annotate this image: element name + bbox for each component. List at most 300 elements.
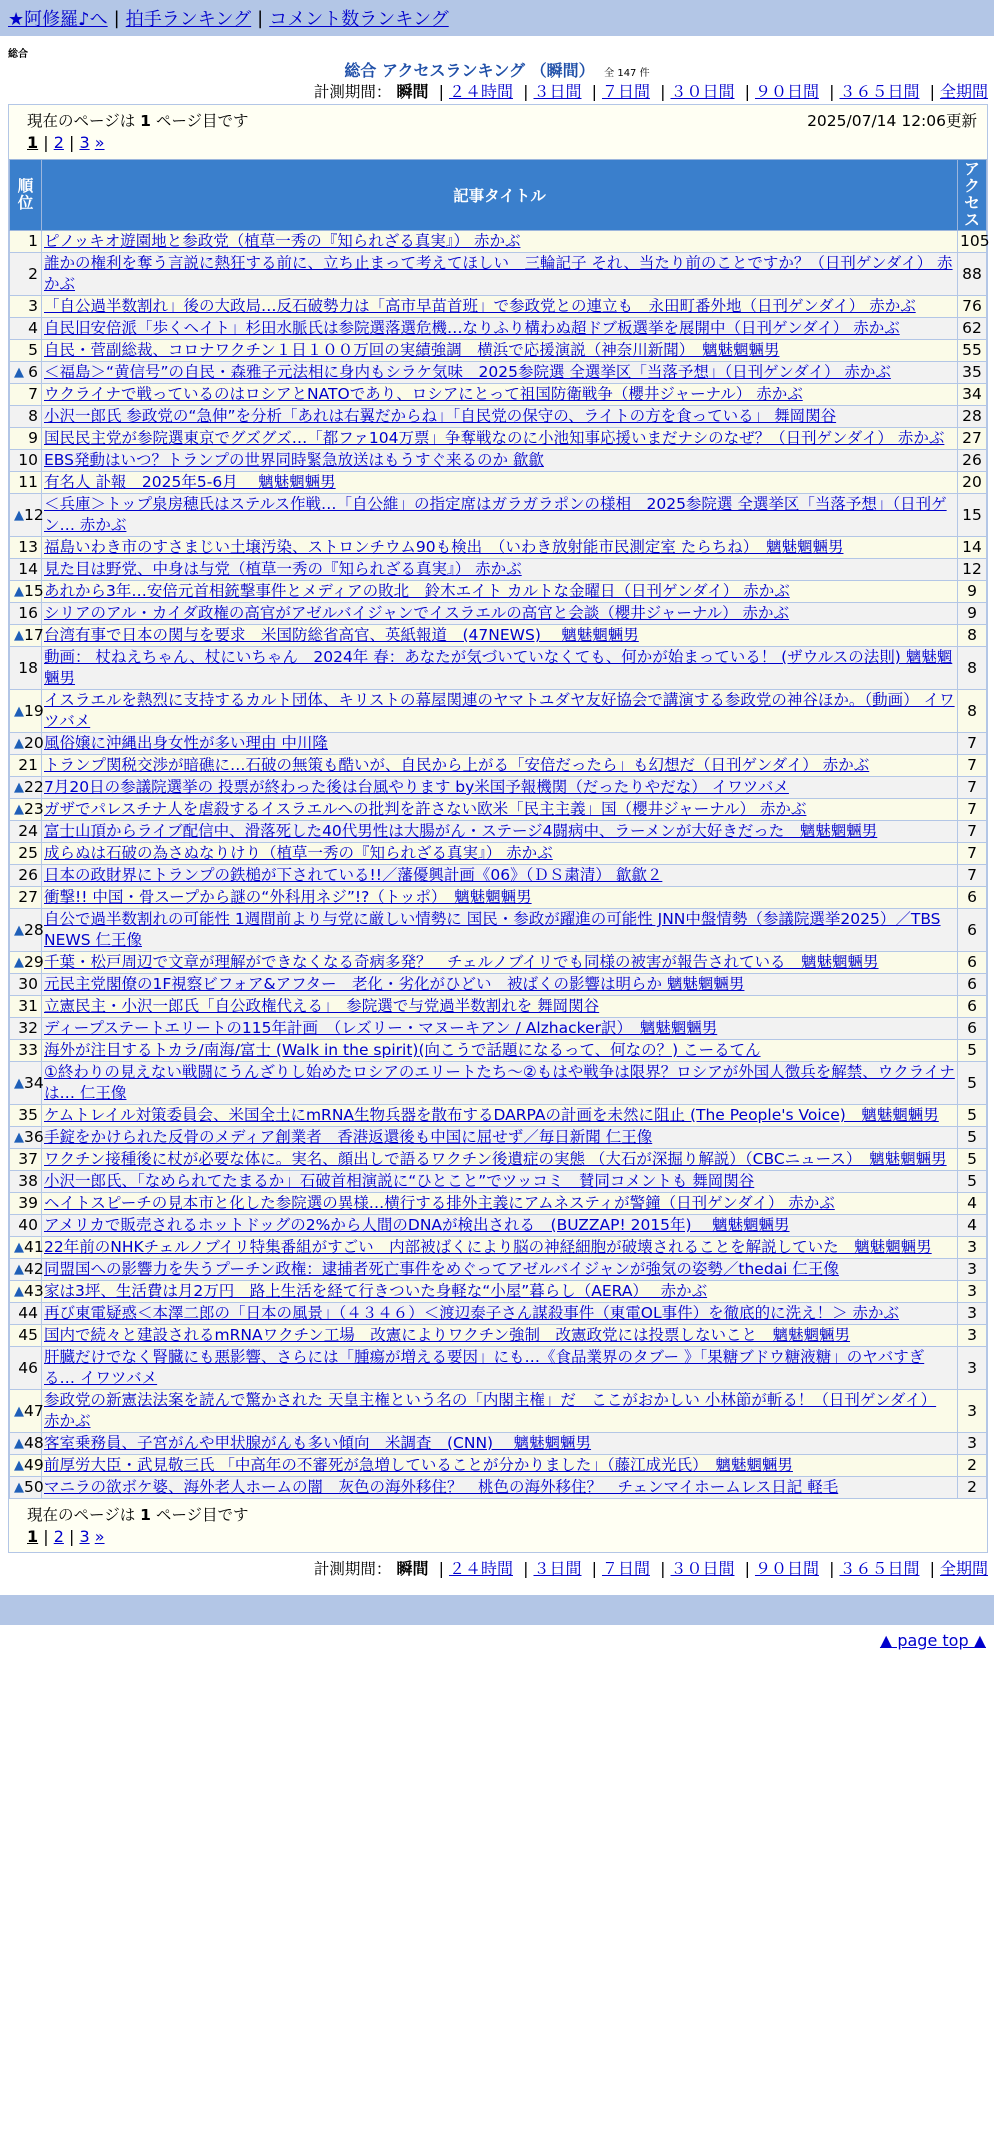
table-row [10,1215,987,1237]
access-count: 5 [958,1127,987,1149]
title-cell [42,1281,958,1303]
rank-cell [10,777,42,799]
page-2-link[interactable]: 2 [53,133,64,152]
title-cell [42,625,958,647]
article-link[interactable]: マニラの欲ボケ婆、海外老人ホームの闇 灰色の海外移住？ 桃色の海外移住？ チェンマイホームレス日記 軽毛 [44,1478,839,1496]
rank-number: 50 [24,1478,44,1496]
table-row [10,1325,987,1347]
access-count: 3 [958,1433,987,1455]
table-row [10,296,987,318]
period-all-link[interactable]: 全期間 [939,82,988,101]
article-link[interactable]: トランプ関税交渉が暗礁に…石破の無策も酷いが、自民から上がる「安倍だったら」も幻想だ（日刊ゲンダイ） 赤かぶ [44,756,870,774]
next-page-link[interactable]: » [94,1527,105,1546]
table-row [10,1237,987,1259]
article-link[interactable]: 国民民主党が参院選東京でグズグズ…「都ファ104万票」争奪戦なのに小池知事応援いまだナシのなぜ？（日刊ゲンダイ） 赤かぶ [44,429,945,447]
article-link[interactable]: 風俗嬢に沖縄出身女性が多い理由 中川隆 [44,734,328,752]
rank-number: 15 [24,582,44,600]
title-cell [42,647,958,690]
table-row [10,952,987,974]
period-365d-link[interactable]: ３６５日間 [839,82,920,101]
period-current: 瞬間 [396,1559,429,1578]
access-count: 20 [958,472,987,494]
rank-cell [10,1062,42,1105]
ranking-box [8,104,988,1499]
title-cell [42,777,958,799]
rank-up-arrow-icon: ▲ [14,780,24,795]
title-cell [42,318,958,340]
article-link[interactable]: 立憲民主・小沢一郎氏「自公政権代える」 参院選で与党過半数割れを 舞岡関谷 [44,997,600,1015]
table-row [10,1390,987,1433]
access-count: 12 [958,559,987,581]
article-link[interactable]: 自民・菅副総裁、コロナワクチン１日１００万回の実績強調 横浜で応援演説（神奈川新聞） 魑魅魍魎男 [44,341,780,359]
period-selector-top: 計測期間： 瞬間 | ２４時間 | ３日間 | ７日間 | ３０日間 | ９０日間 | ３６５日間 | 全期間 [313,82,988,101]
page-1-current: 1 [27,1527,39,1546]
article-link[interactable]: 衝撃!! 中国・骨スープから謎の“外科用ネジ”!?（トッポ） 魑魅魍魎男 [44,888,532,906]
title-cell [42,253,958,296]
rank-cell [10,296,42,318]
access-count: 34 [958,384,987,406]
access-count: 27 [958,428,987,450]
title-cell [42,581,958,603]
table-row [10,777,987,799]
rank-cell [10,1149,42,1171]
rank-up-arrow-icon: ▲ [14,955,24,970]
rank-cell [10,1040,42,1062]
table-row [10,1433,987,1455]
next-page-link[interactable]: » [94,133,105,152]
title-cell [42,1171,958,1193]
access-count: 3 [958,1325,987,1347]
access-count: 3 [958,1390,987,1433]
access-count: 26 [958,450,987,472]
section-tag: 総合 [8,49,28,60]
title-cell [42,340,958,362]
rank-cell [10,450,42,472]
rank-number: 35 [18,1106,38,1124]
ranking-table-body [10,231,990,1499]
table-row [10,625,987,647]
article-link[interactable]: あれから3年…安倍元首相銃撃事件とメディアの敗北 鈴木エイト カルトな金曜日（日刊ゲンダイ） 赤かぶ [44,582,790,600]
article-link[interactable]: 富士山頂からライブ配信中、滑落死した40代男性は大腸がん・ステージ4闘病中、ラーメンが大好きだった 魑魅魍魎男 [44,822,878,840]
rank-number: 43 [24,1282,44,1300]
page-3-link[interactable]: 3 [79,133,90,152]
rank-cell [10,755,42,777]
rank-up-arrow-icon: ▲ [14,1436,24,1451]
article-link[interactable]: 海外が注目するトカラ/南海/富士 (Walk in the spirit)(向こうで話題になるって、何なの？) こーるてん [44,1041,761,1059]
rank-number: 40 [18,1216,38,1234]
table-row [10,1477,987,1499]
rank-cell [10,384,42,406]
rank-cell [10,1018,42,1040]
article-link[interactable]: ＜福島＞“黄信号”の自民・森雅子元法相に身内もシラケ気味 2025参院選 全選挙区「当落予想」（日刊ゲンダイ） 赤かぶ [44,363,891,381]
table-row [10,1149,987,1171]
rank-number: 46 [18,1358,38,1377]
article-link[interactable]: 家は3坪、生活費は月2万円 路上生活を経て行きついた身軽な“小屋”暮らし（AERA） 赤かぶ [44,1282,708,1300]
period-current: 瞬間 [396,82,429,101]
article-link[interactable]: イスラエルを熱烈に支持するカルト団体、キリストの幕屋関連のヤマトユダヤ友好協会で講演する参政党の神谷ほか。（動画） イワツバメ [44,691,955,730]
rank-cell [10,625,42,647]
article-link[interactable]: 千葉・松戸周辺で文章が理解ができなくなる奇病多発？ チェルノブイリでも同様の被害が報告されている 魑魅魍魎男 [44,953,879,971]
article-link[interactable]: ヘイトスピーチの見本市と化した参院選の異様…横行する排外主義にアムネスティが警鐘（日刊ゲンダイ） 赤かぶ [44,1194,835,1212]
title-cell [42,472,958,494]
page-info-top [9,105,987,159]
period-3d-link[interactable]: ３日間 [533,1559,582,1578]
article-link[interactable]: 見た目は野党、中身は与党（植草一秀の『知られざる真実』） 赤かぶ [44,560,522,578]
title-cell [42,1215,958,1237]
access-count: 7 [958,821,987,843]
article-link[interactable]: ＜兵庫＞トップ泉房穂氏はステルス作戦…「自公維」の指定席はガラガラポンの様相 2025参院選 全選挙区「当落予想」（日刊ゲン… 赤かぶ [44,495,947,534]
article-link[interactable]: 「自公過半数割れ」後の大政局…反石破勢力は「高市早苗首班」で参政党との連立も 永田町番外地（日刊ゲンダイ） 赤かぶ [44,297,916,315]
rank-number: 36 [24,1128,44,1146]
article-link[interactable]: ディープステートエリートの115年計画 （レズリー・マヌーキアン / Alzhacker訳） 魑魅魍魎男 [44,1019,718,1037]
article-link[interactable]: 元民主党閣僚の1F視察ビフォア&アフター 老化・劣化がひどい 被ばくの影響は明らか 魑魅魍魎男 [44,975,745,993]
rank-up-arrow-icon: ▲ [14,1075,24,1091]
rank-number: 33 [18,1041,38,1059]
title-cell [42,1433,958,1455]
article-link[interactable]: ウクライナで戦っているのはロシアとNATOであり、ロシアにとって祖国防衛戦争（櫻井ジャーナル） 赤かぶ [44,385,803,403]
title-cell [42,384,958,406]
access-count: 7 [958,733,987,755]
article-link[interactable]: 自公で過半数割れの可能性 1週間前より与党に厳しい情勢に 国民・参政が躍進の可能性 JNN中盤情勢（参議院選挙2025）／TBS NEWS 仁王像 [44,910,941,949]
title-cell [42,909,958,952]
table-row [10,1347,987,1390]
clap-ranking-link[interactable]: 拍手ランキング [125,9,252,30]
table-row [10,1193,987,1215]
table-row [10,843,987,865]
article-link[interactable]: 国内で続々と建設されるmRNAワクチン工場 改憲によりワクチン強制 改憲政党には投票しないこと 魑魅魍魎男 [44,1326,851,1344]
rank-cell [10,952,42,974]
table-row [10,647,987,690]
rank-number: 48 [24,1434,44,1452]
table-row [10,1259,987,1281]
title-cell [42,1193,958,1215]
title-cell [42,1105,958,1127]
rank-cell [10,733,42,755]
rank-cell [10,603,42,625]
access-count: 6 [958,952,987,974]
rank-number: 45 [18,1326,38,1344]
table-row [10,559,987,581]
table-row [10,428,987,450]
rank-number: 32 [18,1019,38,1037]
access-count: 9 [958,581,987,603]
access-count: 7 [958,799,987,821]
access-count: 2 [958,1477,987,1499]
pagination-top: 1 | 2 | 3 » [27,133,105,152]
period-3d-link[interactable]: ３日間 [533,82,582,101]
title-cell [42,603,958,625]
rank-cell [10,472,42,494]
table-row [10,362,987,384]
article-link[interactable]: ①終わりの見えない戦闘にうんざりし始めたロシアのエリートたち～②もはや戦争は限界？ロシアが外国人徴兵を解禁、ウクライナは… 仁王像 [44,1063,955,1102]
table-row [10,1281,987,1303]
rank-cell [10,340,42,362]
period-24h-link[interactable]: ２４時間 [448,82,513,101]
rank-up-arrow-icon: ▲ [14,1403,24,1419]
rank-cell [10,559,42,581]
article-link[interactable]: 成らぬは石破の為さぬなりけり（植草一秀の『知られざる真実』） 赤かぶ [44,844,553,862]
rank-number: 3 [28,297,38,315]
title-cell [42,1347,958,1390]
rank-number: 27 [18,888,38,906]
table-row [10,253,987,296]
title-cell [42,1127,958,1149]
page-2-link[interactable]: 2 [53,1527,64,1546]
table-row [10,733,987,755]
title-cell [42,406,958,428]
rank-number: 19 [24,701,44,720]
rank-number: 10 [18,451,38,469]
rank-number: 30 [18,975,38,993]
rank-cell [10,1215,42,1237]
article-link[interactable]: 福島いわき市のすさまじい土壌汚染、ストロンチウム90も検出 （いわき放射能市民測定室 たらちね） 魑魅魍魎男 [44,538,844,556]
rank-cell [10,253,42,296]
rank-number: 6 [28,363,38,381]
title-cell [42,428,958,450]
rank-up-arrow-icon: ▲ [14,1284,24,1299]
rank-cell [10,1477,42,1499]
access-count: 8 [958,690,987,733]
rank-number: 49 [24,1456,44,1474]
article-link[interactable]: 客室乗務員、子宮がんや甲状腺がんも多い傾向 米調査 (CNN) 魑魅魍魎男 [44,1434,592,1452]
access-column-header: アクセス [958,160,987,231]
rank-cell [10,1171,42,1193]
period-30d-link[interactable]: ３０日間 [670,1559,735,1578]
rank-number: 11 [18,473,38,491]
period-90d-link[interactable]: ９０日間 [754,82,819,101]
article-link[interactable]: 自民旧安倍派「歩くヘイト」杉田水脈氏は参院選落選危機…なりふり構わぬ超ドブ板選挙を展開中（日刊ゲンダイ） 赤かぶ [44,319,900,337]
rank-number: 12 [24,505,44,524]
rank-number: 7 [28,385,38,403]
rank-number: 16 [18,604,38,622]
rank-number: 13 [18,538,38,556]
page-info-bottom [8,1499,988,1553]
access-count: 7 [958,777,987,799]
title-cell [42,1018,958,1040]
table-row [10,996,987,1018]
rank-cell [10,996,42,1018]
table-row [10,603,987,625]
rank-number: 20 [24,734,44,752]
period-30d-link[interactable]: ３０日間 [670,82,735,101]
title-cell [42,755,958,777]
rank-number: 8 [28,407,38,425]
table-row [10,865,987,887]
access-count: 35 [958,362,987,384]
article-link[interactable]: 台湾有事で日本の関与を要求 米国防総省高官、英紙報道 (47NEWS) 魑魅魍魎男 [44,626,639,644]
title-cell [42,821,958,843]
rank-number: 38 [18,1172,38,1190]
page-top-link[interactable]: ▲ page top ▲ [879,1631,986,1650]
home-link[interactable]: ★阿修羅♪へ [8,9,108,30]
article-link[interactable]: ピノッキオ遊園地と参政党（植草一秀の『知られざる真実』） 赤かぶ [44,232,521,250]
table-row [10,340,987,362]
rank-cell [10,1127,42,1149]
rank-number: 47 [24,1401,44,1420]
article-link[interactable]: ケムトレイル対策委員会、米国全土にmRNA生物兵器を散布するDARPAの計画を未然に阻止 (The People's Voice) 魑魅魍魎男 [44,1106,939,1124]
rank-number: 26 [18,866,38,884]
table-row [10,1171,987,1193]
current-page-text: 現在のページは 1 ページ目です [27,112,249,130]
period-24h-link[interactable]: ２４時間 [448,1559,513,1578]
access-count: 5 [958,1149,987,1171]
rank-column-header: 順位 [10,160,42,231]
rank-cell [10,1237,42,1259]
article-link[interactable]: 動画： 杖ねえちゃん、杖にいちゃん 2024年 春：あなたが気づいていなくても、何かが始まっている！ (ザウルスの法則) 魑魅魍魎男 [44,648,953,687]
article-link[interactable]: 22年前のNHKチェルノブイリ特集番組がすごい 内部被ばくにより脳の神経細胞が破壊されることを解説していた 魑魅魍魎男 [44,1238,932,1256]
nav-separator: | [113,7,120,29]
rank-number: 44 [18,1304,38,1322]
total-count: 全 147 件 [604,68,650,79]
table-row [10,887,987,909]
rank-cell [10,1105,42,1127]
period-7d-link[interactable]: ７日間 [601,82,650,101]
rank-cell [10,1325,42,1347]
rank-cell [10,843,42,865]
rank-cell [10,865,42,887]
article-link[interactable]: 誰かの権利を奪う言説に熱狂する前に、立ち止まって考えてほしい 三輪記子 それ、当たり前のことですか？（日刊ゲンダイ） 赤かぶ [44,254,953,293]
title-cell [42,494,958,537]
title-cell [42,1390,958,1433]
ranking-title-row [0,58,994,80]
title-cell [42,996,958,1018]
rank-up-arrow-icon: ▲ [14,922,24,938]
rank-cell [10,647,42,690]
period-label: 計測期間： [313,83,392,101]
rank-number: 34 [24,1073,44,1092]
rank-number: 2 [28,264,38,283]
rank-cell [10,1433,42,1455]
table-row [10,1062,987,1105]
period-7d-link[interactable]: ７日間 [601,1559,650,1578]
title-cell [42,1149,958,1171]
rank-number: 39 [18,1194,38,1212]
period-selector-bottom: 計測期間： 瞬間 | ２４時間 | ３日間 | ７日間 | ３０日間 | ９０日間 | ３６５日間 | 全期間 [313,1559,988,1578]
access-count: 8 [958,647,987,690]
rank-cell [10,581,42,603]
table-row [10,384,987,406]
article-link[interactable]: 前厚労大臣・武見敬三氏 「中高年の不審死が急増していることが分かりました」（藤江成光氏） 魑魅魍魎男 [44,1456,793,1474]
article-link[interactable]: シリアのアル・カイダ政権の高官がアゼルバイジャンでイスラエルの高官と会談（櫻井ジャーナル） 赤かぶ [44,604,790,622]
title-cell [42,1062,958,1105]
rank-up-arrow-icon: ▲ [14,802,24,817]
table-row [10,1455,987,1477]
rank-number: 28 [24,920,44,939]
access-count: 5 [958,1171,987,1193]
table-row [10,755,987,777]
article-link[interactable]: 7月20日の参議院選挙の 投票が終わった後は台風やります by米国予報機関（だったりやだな） イワツバメ [44,778,789,796]
access-count: 14 [958,537,987,559]
page-1-current: 1 [27,133,39,152]
article-link[interactable]: ワクチン接種後に杖が必要な体に。実名、顔出しで語るワクチン後遺症の実態 （大石が深掘り解説）（CBCニュース） 魑魅魍魎男 [44,1150,947,1168]
table-row [10,472,987,494]
access-count: 88 [958,253,987,296]
title-cell [42,733,958,755]
access-count: 3 [958,1237,987,1259]
footer-bar [0,1595,994,1625]
title-cell [42,952,958,974]
page-3-link[interactable]: 3 [79,1527,90,1546]
rank-cell [10,887,42,909]
rank-number: 37 [18,1150,38,1168]
table-row [10,1018,987,1040]
article-link[interactable]: 同盟国への影響力を失うプーチン政権：逮捕者死亡事件をめぐってアゼルバイジャンが強気の姿勢／thedai 仁王像 [44,1260,839,1278]
article-link[interactable]: 日本の政財界にトランプの鉄槌が下されている!!／藩優興計画《06》（ＤＳ粛清） 歙歙２ [44,866,663,884]
article-link[interactable]: 小沢一郎氏 参政党の“急伸”を分析「あれは右翼だからね」「自民党の保守の、ライトの方を食っている」 舞岡関谷 [44,407,837,425]
rank-number: 22 [24,778,44,796]
title-cell [42,1237,958,1259]
rank-up-arrow-icon: ▲ [14,703,24,719]
period-label: 計測期間： [313,1560,392,1578]
rank-cell [10,1259,42,1281]
rank-number: 24 [18,822,38,840]
rank-cell [10,1390,42,1433]
article-link[interactable]: 再び東電疑惑＜本澤二郎の「日本の風景」（４３４６）＜渡辺泰子さん謀殺事件（東電OL事件）を徹底的に洗え！＞ 赤かぶ [44,1304,900,1322]
rank-cell [10,318,42,340]
table-row [10,406,987,428]
article-link[interactable]: 肝臓だけでなく腎臓にも悪影響、さらには「腫瘍が増える要因」にも…《食品業界のタブー 》「果糖ブドウ糖液糖」のヤバすぎる… イワツバメ [44,1348,925,1387]
title-cell [42,231,958,253]
access-count: 6 [958,887,987,909]
article-link[interactable]: EBS発動はいつ？トランプの世界同時緊急放送はもうすぐ来るのか 歙歙 [44,451,544,469]
access-count: 55 [958,340,987,362]
access-count: 5 [958,1040,987,1062]
rank-up-arrow-icon: ▲ [14,1240,24,1255]
access-count: 3 [958,1347,987,1390]
title-cell [42,1477,958,1499]
rank-number: 31 [18,997,38,1015]
article-link[interactable]: 有名人 訃報 2025年5-6月 魑魅魍魎男 [44,473,336,491]
article-link[interactable]: ガザでパレスチナ人を虐殺するイスラエルへの批判を許さない欧米「民主主義」国（櫻井ジャーナル） 赤かぶ [44,800,807,818]
comment-ranking-link[interactable]: コメント数ランキング [269,9,449,30]
rank-number: 41 [24,1238,44,1256]
access-count: 5 [958,1105,987,1127]
rank-number: 25 [18,844,38,862]
rank-up-arrow-icon: ▲ [14,1480,24,1495]
title-cell [42,843,958,865]
access-count: 8 [958,625,987,647]
period-365d-link[interactable]: ３６５日間 [839,1559,920,1578]
nav-separator: | [257,7,264,29]
table-row [10,799,987,821]
rank-cell [10,1281,42,1303]
pagination-bottom: 1 | 2 | 3 » [27,1527,105,1546]
rank-number: 18 [18,658,38,677]
article-link[interactable]: アメリカで販売されるホットドッグの2%から人間のDNAが検出される (BUZZAP! 2015年) 魑魅魍魎男 [44,1216,790,1234]
period-all-link[interactable]: 全期間 [939,1559,988,1578]
rank-up-arrow-icon: ▲ [14,1458,24,1473]
article-link[interactable]: 手錠をかけられた反骨のメディア創業者 香港返還後も中国に屈せず／毎日新聞 仁王像 [44,1128,653,1146]
rank-number: 4 [28,319,38,337]
article-link[interactable]: 小沢一郎氏、「なめられてたまるか」石破首相演説に“ひとこと”でツッコミ 賛同コメントも 舞岡関谷 [44,1172,755,1190]
title-cell [42,865,958,887]
access-count: 3 [958,1303,987,1325]
rank-cell [10,974,42,996]
table-row [10,1040,987,1062]
access-count: 28 [958,406,987,428]
access-count: 3 [958,1281,987,1303]
access-count: 9 [958,603,987,625]
period-90d-link[interactable]: ９０日間 [754,1559,819,1578]
rank-up-arrow-icon: ▲ [14,736,24,751]
access-count: 7 [958,843,987,865]
title-cell [42,690,958,733]
access-count: 7 [958,755,987,777]
article-link[interactable]: 参政党の新憲法法案を読んで驚かされた 天皇主権という名の「内閣主権」だ ここがおかしい 小林節が斬る！（日刊ゲンダイ） 赤かぶ [44,1391,937,1430]
title-cell [42,1325,958,1347]
rank-number: 42 [24,1260,44,1278]
rank-cell [10,690,42,733]
